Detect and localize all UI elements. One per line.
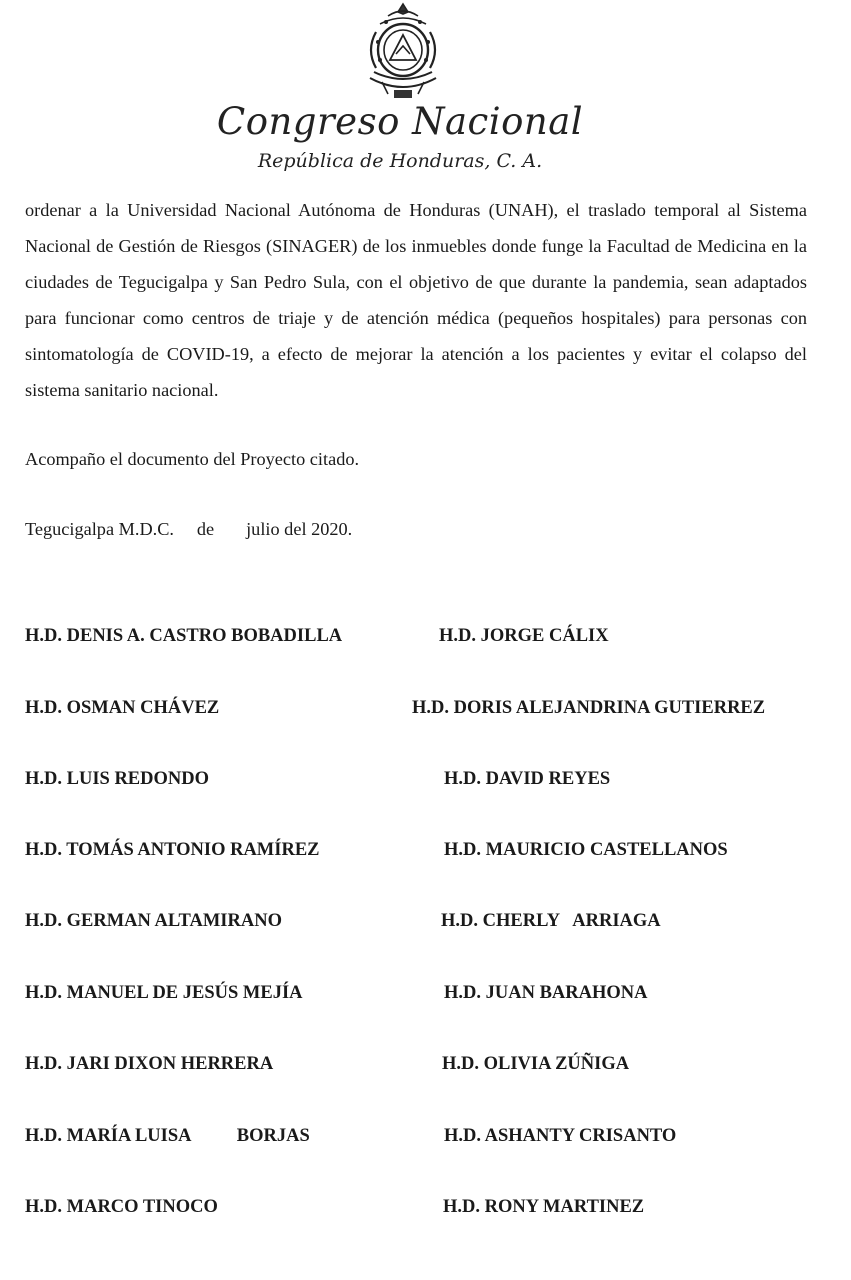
letterhead-title: Congreso Nacional	[216, 100, 584, 143]
attachment-note: Acompaño el documento del Proyecto citado.	[25, 449, 360, 469]
signatory-left: H.D. DENIS A. CASTRO BOBADILLA	[25, 626, 343, 646]
signatory-right: H.D. DORIS ALEJANDRINA GUTIERREZ	[412, 698, 766, 718]
signatory-right: H.D. OLIVIA ZÚÑIGA	[442, 1054, 630, 1074]
body-paragraph: ordenar a la Universidad Nacional Autónoma de Honduras (UNAH), el traslado temporal al Sistema Nacional de Gestión de Riesgos (SINAGER) de los inmuebles donde funge la Facultad de Medicina en la ciudades de Tegucigalpa y San Pedro Sula, con el objetivo de que durante la pandemia, sean adaptados para funcionar como centros de triaje y de atención médica (pequeños hospitales) para personas con sintomatología de COVID-19, a efecto de mejorar la atención a los pacientes y evitar el colapso del sistema sanitario nacional.	[25, 200, 807, 400]
signatory-left: H.D. GERMAN ALTAMIRANO	[25, 911, 282, 931]
signatory-left: H.D. LUIS REDONDO	[25, 769, 209, 789]
signatory-right: H.D. RONY MARTINEZ	[443, 1197, 645, 1217]
letterhead-subtitle: República de Honduras, C. A.	[257, 150, 543, 172]
signatory-left: H.D. MARÍA LUISA BORJAS	[25, 1126, 310, 1146]
signatory-right: H.D. MAURICIO CASTELLANOS	[444, 840, 728, 860]
signatory-right: H.D. JUAN BARAHONA	[444, 983, 648, 1003]
signatory-right: H.D. CHERLY ARRIAGA	[441, 911, 661, 931]
honduras-coat-of-arms-icon	[358, 2, 448, 102]
signatory-right: H.D. DAVID REYES	[444, 769, 611, 789]
signatory-right: H.D. ASHANTY CRISANTO	[444, 1126, 677, 1146]
signatory-left: H.D. TOMÁS ANTONIO RAMÍREZ	[25, 840, 320, 860]
signatory-left: H.D. OSMAN CHÁVEZ	[25, 698, 220, 718]
signatory-left: H.D. MARCO TINOCO	[25, 1197, 218, 1217]
signatory-left: H.D. JARI DIXON HERRERA	[25, 1054, 274, 1074]
date-line: Tegucigalpa M.D.C. de julio del 2020.	[25, 519, 353, 539]
signatory-left: H.D. MANUEL DE JESÚS MEJÍA	[25, 983, 303, 1003]
signatory-right: H.D. JORGE CÁLIX	[439, 626, 609, 646]
